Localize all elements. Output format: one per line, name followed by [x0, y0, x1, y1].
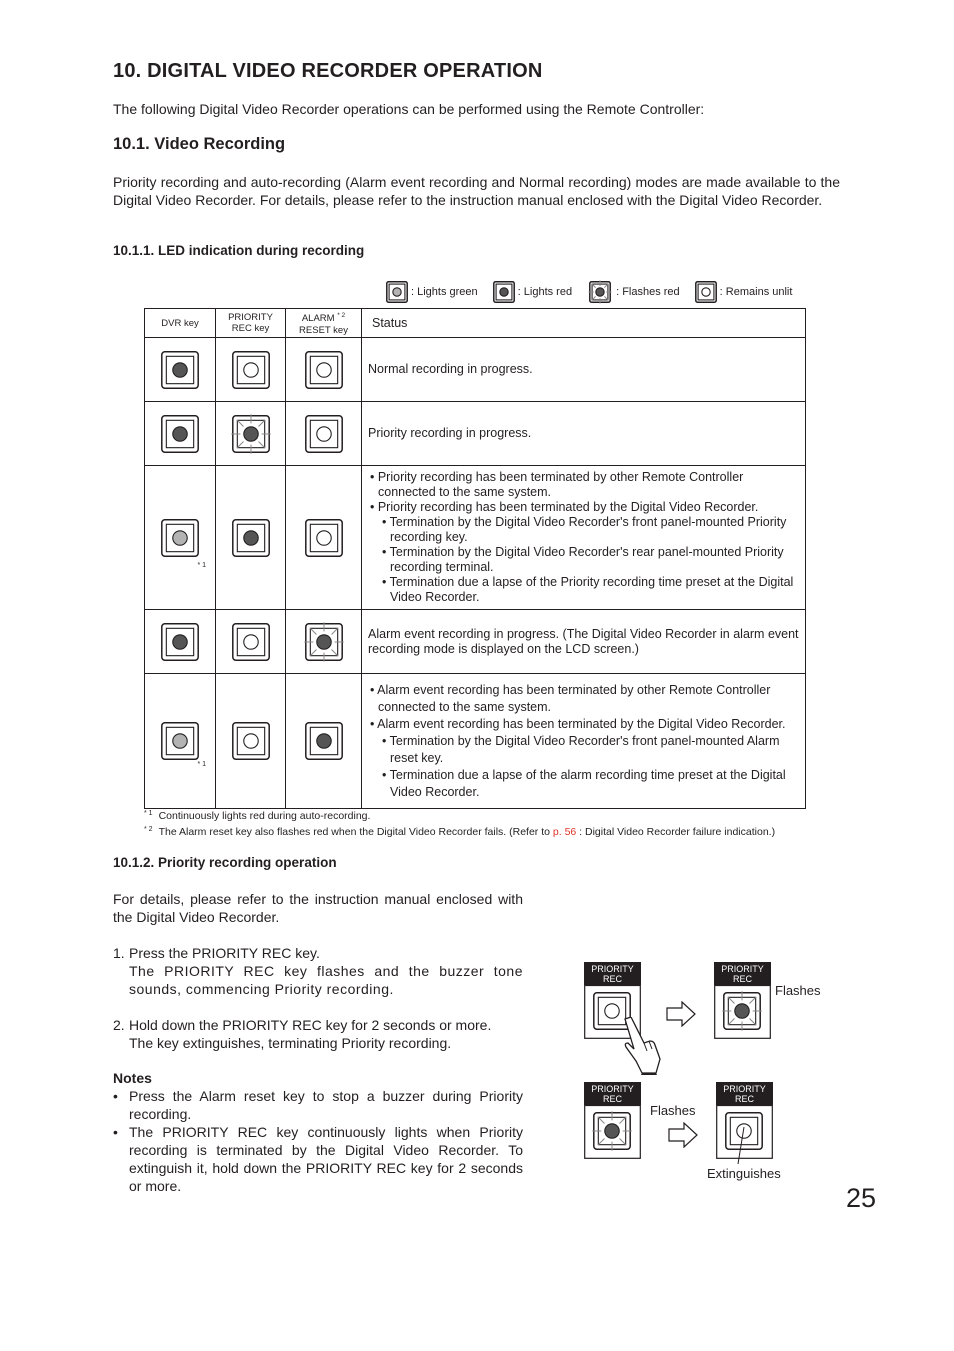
dvr-key-cell — [145, 610, 216, 674]
table-row — [145, 338, 806, 402]
status-bullet: • Alarm event recording has been terminated by the Digital Video Recorder. — [370, 716, 786, 731]
alarm-key-cell — [286, 466, 362, 610]
status-cell — [362, 674, 806, 809]
status-bullet: • Alarm event recording has been terminated by other Remote Controller connected to the same system. — [370, 682, 771, 714]
unlit-led-icon — [694, 280, 718, 304]
priority-intro: For details, please refer to the instruction manual enclosed with the Digital Video Recorder. — [113, 891, 523, 925]
red-led-icon — [492, 280, 516, 304]
pressing-finger-icon — [622, 1017, 662, 1075]
alarm-reset-key-icon — [302, 516, 346, 560]
dvr-key-icon — [158, 620, 202, 664]
header-priority-rec-key: PRIORITY REC key — [216, 309, 286, 338]
dvr-key-cell — [145, 338, 216, 402]
alarm-reset-key-icon — [302, 348, 346, 392]
notes-list — [113, 1087, 523, 1195]
page-number: 25 — [846, 1183, 877, 1213]
diagram-key-flashing — [714, 962, 771, 1044]
intro-text: The following Digital Video Recorder operations can be performed using the Remote Controller: — [113, 101, 705, 117]
led-indication-table — [144, 308, 806, 809]
status-bullet: • Priority recording has been terminated by other Remote Controller connected to the same system. — [370, 470, 744, 499]
dvr-key-cell — [145, 402, 216, 466]
status-cell: Normal recording in progress. — [362, 338, 806, 402]
legend-item-red — [492, 280, 572, 304]
key-label: PRIORITY REC — [584, 962, 641, 985]
alarm-reset-key-icon — [302, 412, 346, 456]
extinguishes-label: Extinguishes — [707, 1166, 781, 1181]
status-cell — [362, 466, 806, 610]
key-label: PRIORITY REC — [716, 1082, 773, 1105]
key-label: PRIORITY REC — [714, 962, 771, 985]
dvr-key-cell — [145, 466, 216, 610]
priority-key-cell — [216, 466, 286, 610]
footnote-mark: * 1 — [197, 562, 206, 569]
legend-item-off — [694, 280, 793, 304]
flashing-led-icon — [586, 280, 614, 304]
alarm-reset-key-icon — [302, 719, 346, 763]
legend-item-green — [385, 280, 478, 304]
step-line: Hold down the PRIORITY REC key for 2 seconds or more. — [129, 1017, 492, 1033]
table-row — [145, 466, 806, 610]
status-sub-bullet: • Termination by the Digital Video Recorder's front panel-mounted Alarm reset key. — [382, 733, 780, 765]
flashes-label: Flashes — [775, 983, 821, 998]
page-reference-link[interactable]: p. 56 — [552, 826, 577, 838]
legend-label: : Lights green — [411, 286, 478, 298]
notes-block — [113, 1069, 523, 1195]
note-item: • Press the Alarm reset key to stop a buzzer during Priority recording. — [113, 1088, 523, 1122]
table-row — [145, 674, 806, 809]
table-header-row — [145, 309, 806, 338]
step-number: 2. — [113, 1017, 125, 1033]
priority-key-cell — [216, 338, 286, 402]
dvr-key-icon — [158, 412, 202, 456]
footnote-mark: * 1 — [197, 761, 206, 768]
led-section-title: 10.1.1. LED indication during recording — [113, 243, 365, 258]
priority-rec-key-icon — [229, 620, 273, 664]
diagram-key-flashing — [584, 1082, 641, 1164]
header-dvr-key: DVR key — [145, 309, 216, 338]
priority-rec-key-icon — [714, 985, 771, 1039]
priority-rec-key-icon — [229, 348, 273, 392]
flashes-label: Flashes — [650, 1103, 696, 1118]
priority-rec-key-icon — [229, 412, 273, 456]
dvr-key-icon — [158, 719, 202, 763]
step-number: 1. — [113, 945, 125, 961]
legend-label: : Lights red — [517, 286, 573, 298]
priority-operation-diagram — [584, 962, 884, 1192]
status-sub-bullet: • Termination by the Digital Video Recorder's front panel-mounted Priority recording key. — [382, 515, 787, 544]
arrow-right-icon — [668, 1122, 698, 1148]
status-sub-bullet: • Termination due a lapse of the alarm recording time preset at the Digital Video Recorder. — [382, 767, 786, 799]
section-title: 10.1. Video Recording — [113, 135, 286, 153]
step-detail: The key extinguishes, terminating Priority recording. — [129, 1035, 452, 1051]
table-row — [145, 610, 806, 674]
priority-key-cell — [216, 402, 286, 466]
status-bullets — [368, 682, 801, 801]
legend-label: : Remains unlit — [719, 286, 793, 298]
priority-rec-key-icon — [584, 1105, 641, 1159]
status-sub-bullet: • Termination due a lapse of the Priority recording time preset at the Digital Video Recorder. — [382, 575, 794, 604]
status-sub-bullet: • Termination by the Digital Video Recorder's rear panel-mounted Priority recording terminal. — [382, 545, 784, 574]
arrow-right-icon — [666, 1001, 696, 1027]
alarm-reset-key-icon — [302, 620, 346, 664]
status-cell: Priority recording in progress. — [362, 402, 806, 466]
key-label: PRIORITY REC — [584, 1082, 641, 1105]
note-item: • The PRIORITY REC key continuously lights when Priority recording is terminated by the Digital Video Recorder. To extinguish it, hold down the PRIORITY REC key for 2 seconds or more. — [113, 1124, 523, 1194]
header-status: Status — [362, 309, 806, 338]
notes-title: Notes — [113, 1070, 152, 1086]
section-paragraph: Priority recording and auto-recording (Alarm event recording and Normal recording) modes are made available to the Digital Video Recorder. For details, please refer to the instruction manual enclosed with the Digital Video Recorder. — [113, 174, 840, 208]
alarm-key-cell — [286, 674, 362, 809]
step-2 — [113, 1016, 523, 1052]
leader-line — [732, 1127, 752, 1165]
status-bullets — [368, 470, 801, 605]
alarm-key-cell — [286, 338, 362, 402]
priority-rec-key-icon — [229, 719, 273, 763]
table-row — [145, 402, 806, 466]
green-led-icon — [385, 280, 409, 304]
page-heading: 10. DIGITAL VIDEO RECORDER OPERATION — [113, 60, 543, 82]
dvr-key-icon — [158, 348, 202, 392]
dvr-key-cell — [145, 674, 216, 809]
step-1 — [113, 944, 523, 998]
footnote-1: $^{* 1}$ Continuously lights red during auto-recording. — [144, 810, 371, 822]
legend-item-flash — [586, 280, 680, 304]
alarm-key-cell — [286, 402, 362, 466]
priority-key-cell — [216, 610, 286, 674]
step-detail: The PRIORITY REC key flashes and the buzzer tone sounds, commencing Priority recording. — [129, 963, 523, 997]
status-bullet: • Priority recording has been terminated by the Digital Video Recorder. — [370, 500, 759, 514]
alarm-key-cell — [286, 610, 362, 674]
priority-key-cell — [216, 674, 286, 809]
led-legend — [385, 280, 792, 304]
priority-section-title: 10.1.2. Priority recording operation — [113, 855, 337, 870]
status-cell: Alarm event recording in progress. (The Digital Video Recorder in alarm event recording mode is displayed on the LCD screen.) — [362, 610, 806, 674]
dvr-key-icon — [158, 516, 202, 560]
priority-rec-key-icon — [229, 516, 273, 560]
header-alarm-reset-key: ALARM $^{* 2}$ RESET key — [286, 309, 362, 338]
footnote-2: $^{* 2}$ The Alarm reset key also flashes red when the Digital Video Recorder fails. (Refer to p. 56 : Digital Video Recorder failure indication.) — [144, 826, 776, 838]
step-line: Press the PRIORITY REC key. — [129, 945, 320, 961]
legend-label: : Flashes red — [616, 286, 680, 298]
